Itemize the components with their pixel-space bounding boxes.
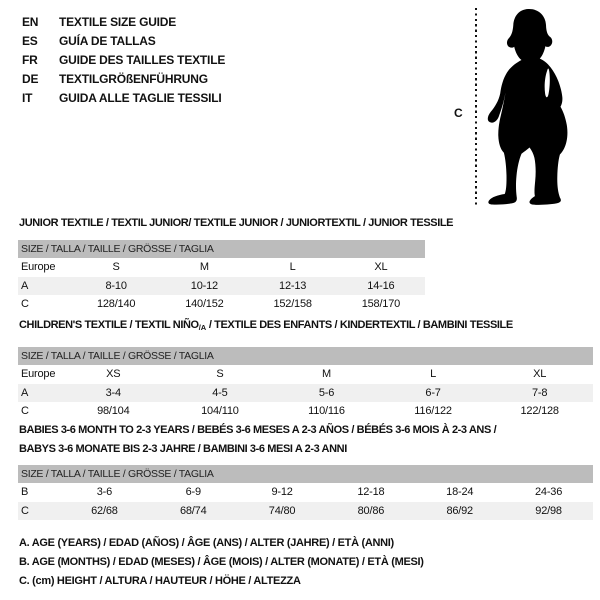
size-header-label: SIZE / TALLA / TAILLE / GRÖSSE / TAGLIA: [21, 243, 214, 255]
row-label: C: [21, 405, 29, 417]
children-textile-table: [18, 316, 593, 421]
language-row: [22, 70, 225, 89]
table-cell: 5-6: [318, 386, 335, 399]
table-cell: M: [199, 261, 209, 273]
table-cell: 12-18: [357, 486, 385, 498]
table-row: [18, 384, 593, 403]
table-row: [18, 277, 425, 296]
table-row: [18, 295, 425, 314]
table-cell: 3-6: [96, 486, 113, 498]
table-cell: L: [289, 261, 296, 273]
table-cell: 98/104: [97, 405, 130, 417]
table-title: [18, 214, 454, 233]
language-code: FR: [22, 53, 38, 67]
table-cell: 128/140: [96, 298, 136, 310]
table-title: [18, 316, 593, 337]
language-title-list: [22, 13, 225, 108]
table-cell: 6-9: [185, 486, 201, 498]
language-code: ES: [22, 34, 38, 48]
footnote-line: C. (cm) HEIGHT / ALTURA / HAUTEUR / HÖHE / ALTEZZA: [19, 575, 301, 587]
row-label: Europe: [21, 261, 56, 273]
size-header-label: SIZE / TALLA / TAILLE / GRÖSSE / TAGLIA: [21, 468, 214, 480]
table-cell: 6-7: [425, 386, 441, 399]
row-label: A: [21, 386, 29, 399]
table-title-subscript: /A: [198, 323, 207, 332]
table-cell: 3-4: [105, 386, 121, 399]
table-title-block: [18, 214, 454, 233]
language-title: GUIDE DES TAILLES TEXTILE: [59, 53, 226, 67]
table-cell: XL: [374, 261, 388, 273]
table-title-text: JUNIOR TEXTILE / TEXTIL JUNIOR/ TEXTILE JUNIOR / JUNIORTEXTIL / JUNIOR TESSILE: [19, 217, 454, 229]
table-row: [18, 502, 593, 521]
footnote-line: A. AGE (YEARS) / EDAD (AÑOS) / ÂGE (ANS) / ALTER (JAHRE) / ETÀ (ANNI): [19, 537, 394, 549]
table-cell: XL: [533, 368, 547, 380]
table-row: [18, 402, 593, 421]
table-cell: L: [430, 368, 437, 380]
table-cell: M: [322, 368, 331, 380]
row-label: C: [21, 298, 29, 310]
table-cell: 86/92: [446, 504, 473, 517]
table-cell: 12-13: [279, 279, 307, 292]
table-cell: 24-36: [534, 486, 563, 498]
language-code: IT: [22, 91, 33, 105]
table-cell: S: [216, 368, 224, 380]
language-row: [22, 51, 225, 70]
table-cell: 68/74: [179, 504, 207, 517]
baby-silhouette-icon: [487, 4, 593, 207]
table-cell: 104/110: [201, 405, 239, 417]
footnotes: [19, 534, 424, 591]
language-code: DE: [22, 72, 39, 86]
language-row: [22, 32, 225, 51]
row-label: C: [21, 504, 29, 517]
language-code: EN: [22, 15, 39, 29]
table-cell: 18-24: [446, 486, 474, 498]
table-cell: 10-12: [190, 279, 218, 292]
table-row: [18, 483, 593, 502]
table-cell: 7-8: [532, 386, 548, 399]
row-label: Europe: [21, 368, 56, 380]
row-label: B: [21, 486, 29, 498]
table-cell: 116/122: [414, 405, 452, 417]
table-cell: 62/68: [91, 504, 118, 517]
table-title-text: BABIES 3-6 MONTH TO 2-3 YEARS / BEBÉS 3-6 MESES A 2-3 AÑOS / BÉBÉS 3-6 MOIS À 2-3 ANS /: [19, 424, 497, 436]
table-cell: 74/80: [268, 504, 296, 517]
table-title: [18, 421, 593, 440]
table-cell: 4-5: [212, 386, 228, 399]
size-header-label: SIZE / TALLA / TAILLE / GRÖSSE / TAGLIA: [21, 350, 214, 362]
junior-textile-table: [18, 214, 454, 314]
table-cell: 110/116: [308, 405, 345, 417]
table-row: [18, 365, 593, 384]
babies-textile-table: [18, 421, 593, 520]
table-title-block: [18, 421, 593, 459]
table-cell: 14-16: [367, 279, 395, 292]
size-header-bar: [18, 465, 593, 483]
table-cell: 9-12: [271, 486, 293, 498]
table-row: [18, 258, 425, 277]
language-title: TEXTILGRÖßENFÜHRUNG: [59, 72, 208, 86]
height-label-c: C: [454, 106, 463, 120]
table-title: [18, 440, 593, 459]
language-title: GUÍA DE TALLAS: [59, 34, 156, 48]
table-cell: XS: [106, 368, 121, 380]
height-measure-dashed-line: [475, 8, 477, 207]
table-cell: 158/170: [361, 298, 401, 310]
size-header-bar: [18, 347, 593, 365]
table-cell: 80/86: [357, 504, 385, 517]
table-title-text: CHILDREN'S TEXTILE / TEXTIL NIÑO: [19, 319, 199, 331]
language-row: [22, 13, 225, 32]
table-title-block: [18, 316, 593, 337]
table-title-text: BABYS 3-6 MONATE BIS 2-3 JAHRE / BAMBINI 3-6 MESI A 2-3 ANNI: [19, 443, 347, 455]
table-cell: 8-10: [105, 279, 127, 292]
row-label: A: [21, 279, 29, 292]
table-cell: S: [112, 261, 120, 273]
footnote-line: B. AGE (MONTHS) / EDAD (MESES) / ÂGE (MOIS) / ALTER (MONATE) / ETÀ (MESI): [19, 556, 424, 568]
size-header-bar: [18, 240, 425, 258]
language-row: [22, 89, 225, 108]
table-cell: 92/98: [535, 504, 562, 517]
table-cell: 152/158: [273, 298, 312, 310]
language-title: GUIDA ALLE TAGLIE TESSILI: [59, 91, 222, 105]
table-title-text: / TEXTILE DES ENFANTS / KINDERTEXTIL / BAMBINI TESSILE: [206, 319, 513, 331]
table-cell: 122/128: [520, 405, 559, 417]
table-cell: 140/152: [185, 298, 224, 310]
language-title: TEXTILE SIZE GUIDE: [59, 15, 177, 29]
